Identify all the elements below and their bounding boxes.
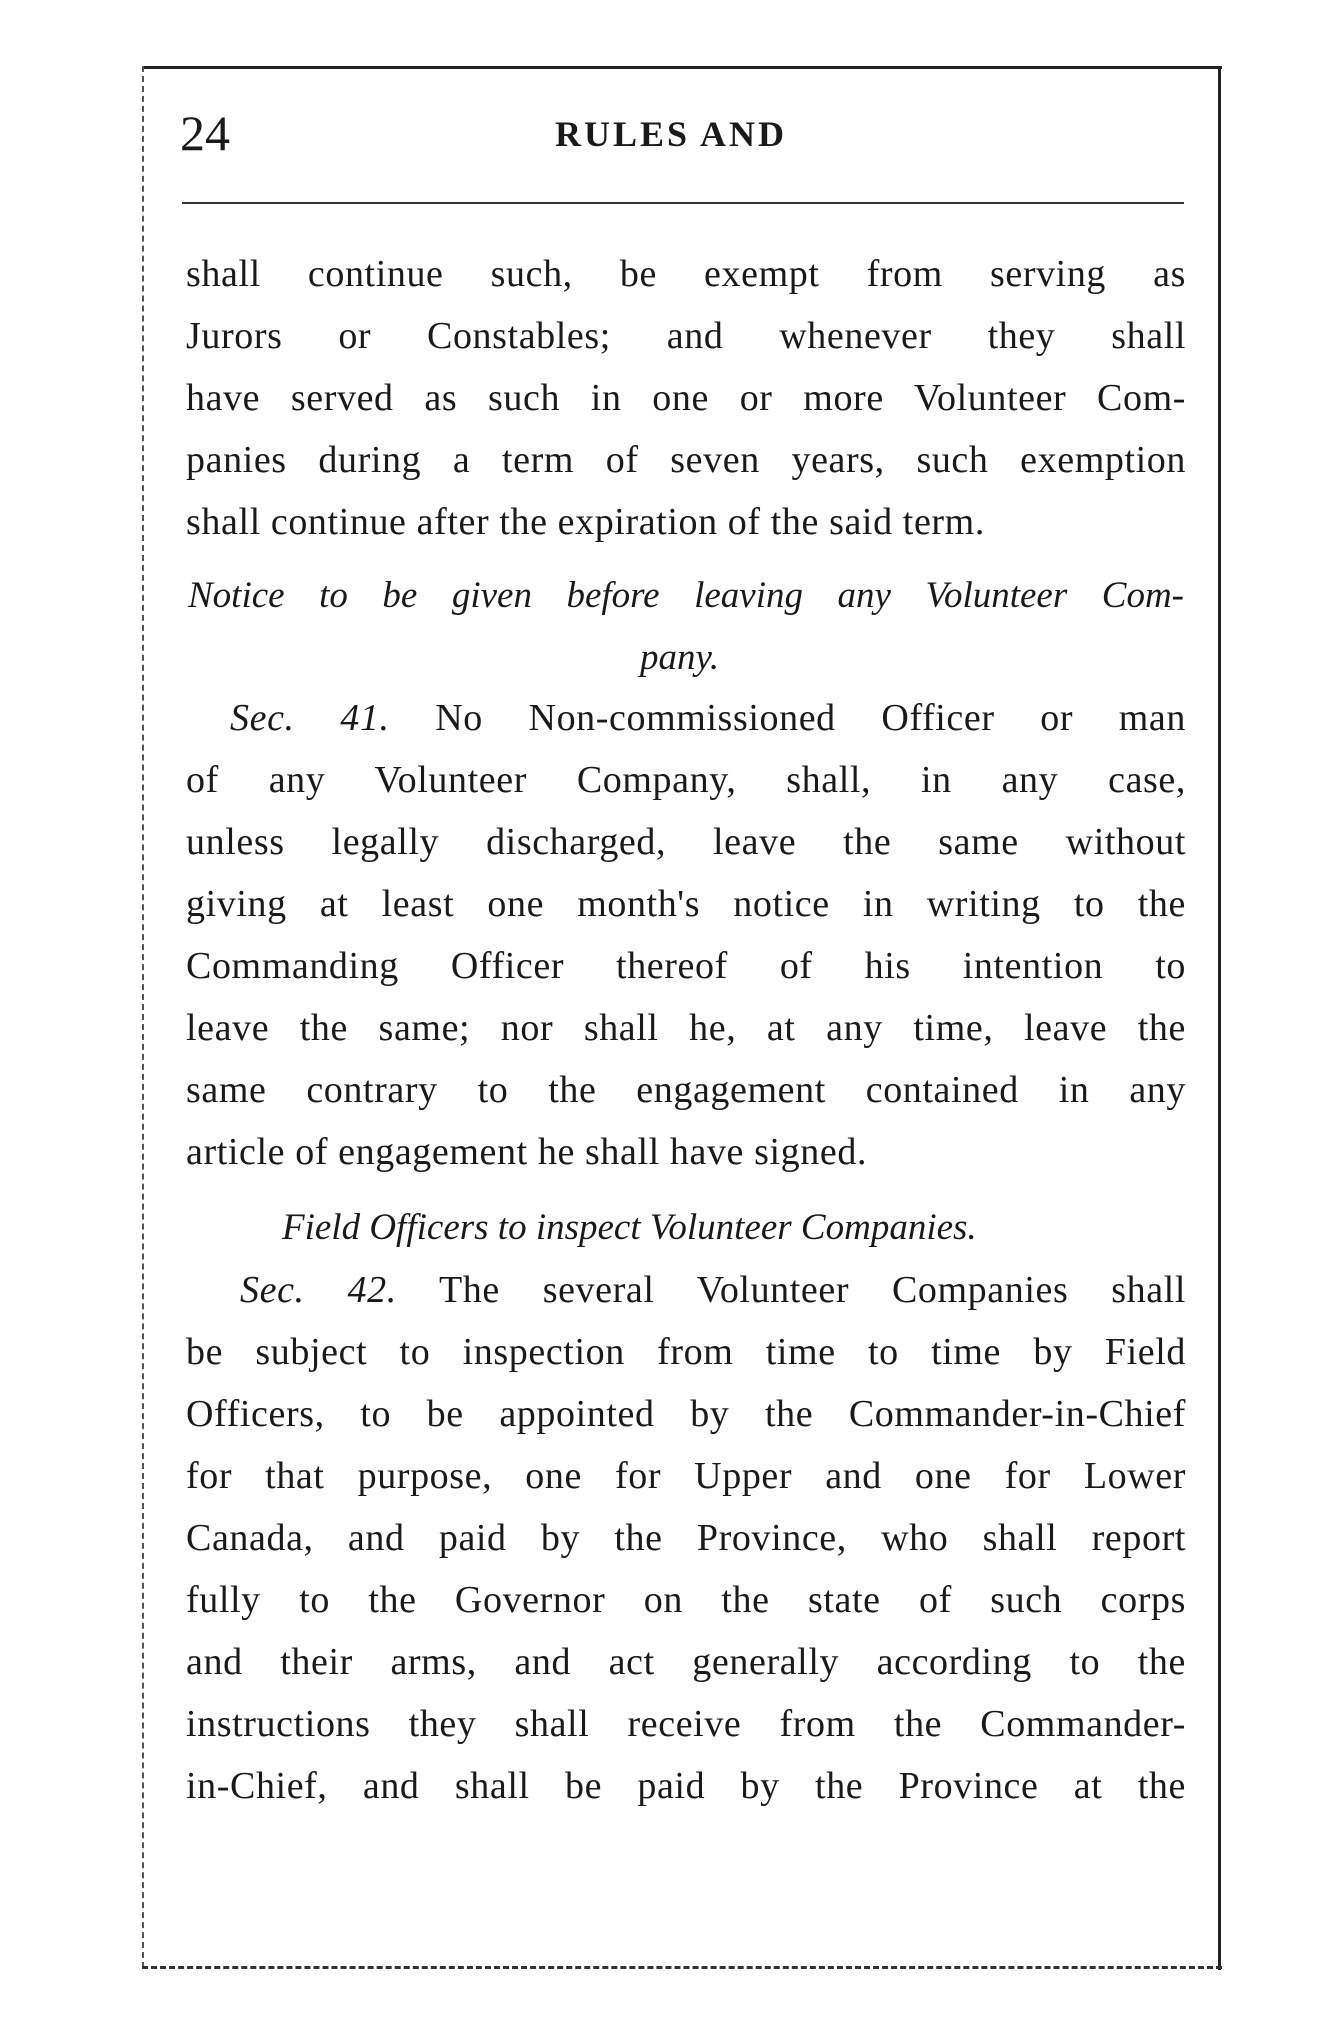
text-line: instructions they shall receive from the Commander- (186, 1703, 1186, 1745)
text-line: Canada, and paid by the Province, who shall report (186, 1517, 1186, 1559)
text-line: have served as such in one or more Volunteer Com- (186, 377, 1186, 419)
section-heading: Notice to be given before leaving any Volunteer Com- (188, 575, 1184, 616)
page-frame-top-rule (142, 66, 1222, 69)
running-head: RULES AND (555, 114, 788, 154)
text-line: unless legally discharged, leave the same without (186, 821, 1186, 863)
text-line: fully to the Governor on the state of such corps (186, 1579, 1186, 1621)
text-line: Commanding Officer thereof of his intention to (186, 945, 1186, 987)
section-first-line-text: No Non-commissioned Officer or man (435, 697, 1186, 739)
text-line: be subject to inspection from time to time by Field (186, 1331, 1186, 1373)
text-line: article of engagement he shall have signed. (186, 1131, 868, 1173)
text-line: same contrary to the engagement contained in any (186, 1069, 1186, 1111)
section-heading: Field Officers to inspect Volunteer Companies. (282, 1207, 977, 1248)
section-heading-continuation: pany. (640, 637, 720, 678)
text-line: and their arms, and act generally according to the (186, 1641, 1186, 1683)
text-line: shall continue such, be exempt from serving as (186, 253, 1186, 295)
section-label: Sec. 41. (230, 697, 390, 739)
text-line: giving at least one month's notice in writing to the (186, 883, 1186, 925)
section-first-line (240, 1260, 1186, 1320)
page-frame-bottom-rule (142, 1966, 1222, 1969)
section-label: Sec. 42. (240, 1269, 397, 1311)
text-line: in-Chief, and shall be paid by the Province at the (186, 1765, 1186, 1807)
text-line: shall continue after the expiration of the said term. (186, 501, 985, 543)
text-line: leave the same; nor shall he, at any time, leave the (186, 1007, 1186, 1049)
section-first-line (230, 688, 1186, 748)
text-line: panies during a term of seven years, such exemption (186, 439, 1186, 481)
header-rule (182, 202, 1184, 204)
section-first-line-text: The several Volunteer Companies shall (438, 1269, 1186, 1311)
page-frame-right-rule (1218, 66, 1221, 1970)
text-line: Jurors or Constables; and whenever they shall (186, 315, 1186, 357)
text-line: of any Volunteer Company, shall, in any case, (186, 759, 1186, 801)
text-line: Officers, to be appointed by the Commander-in-Chief (186, 1393, 1186, 1435)
page-number: 24 (180, 105, 230, 161)
text-line: for that purpose, one for Upper and one for Lower (186, 1455, 1186, 1497)
page-frame-left-rule (142, 66, 146, 1968)
